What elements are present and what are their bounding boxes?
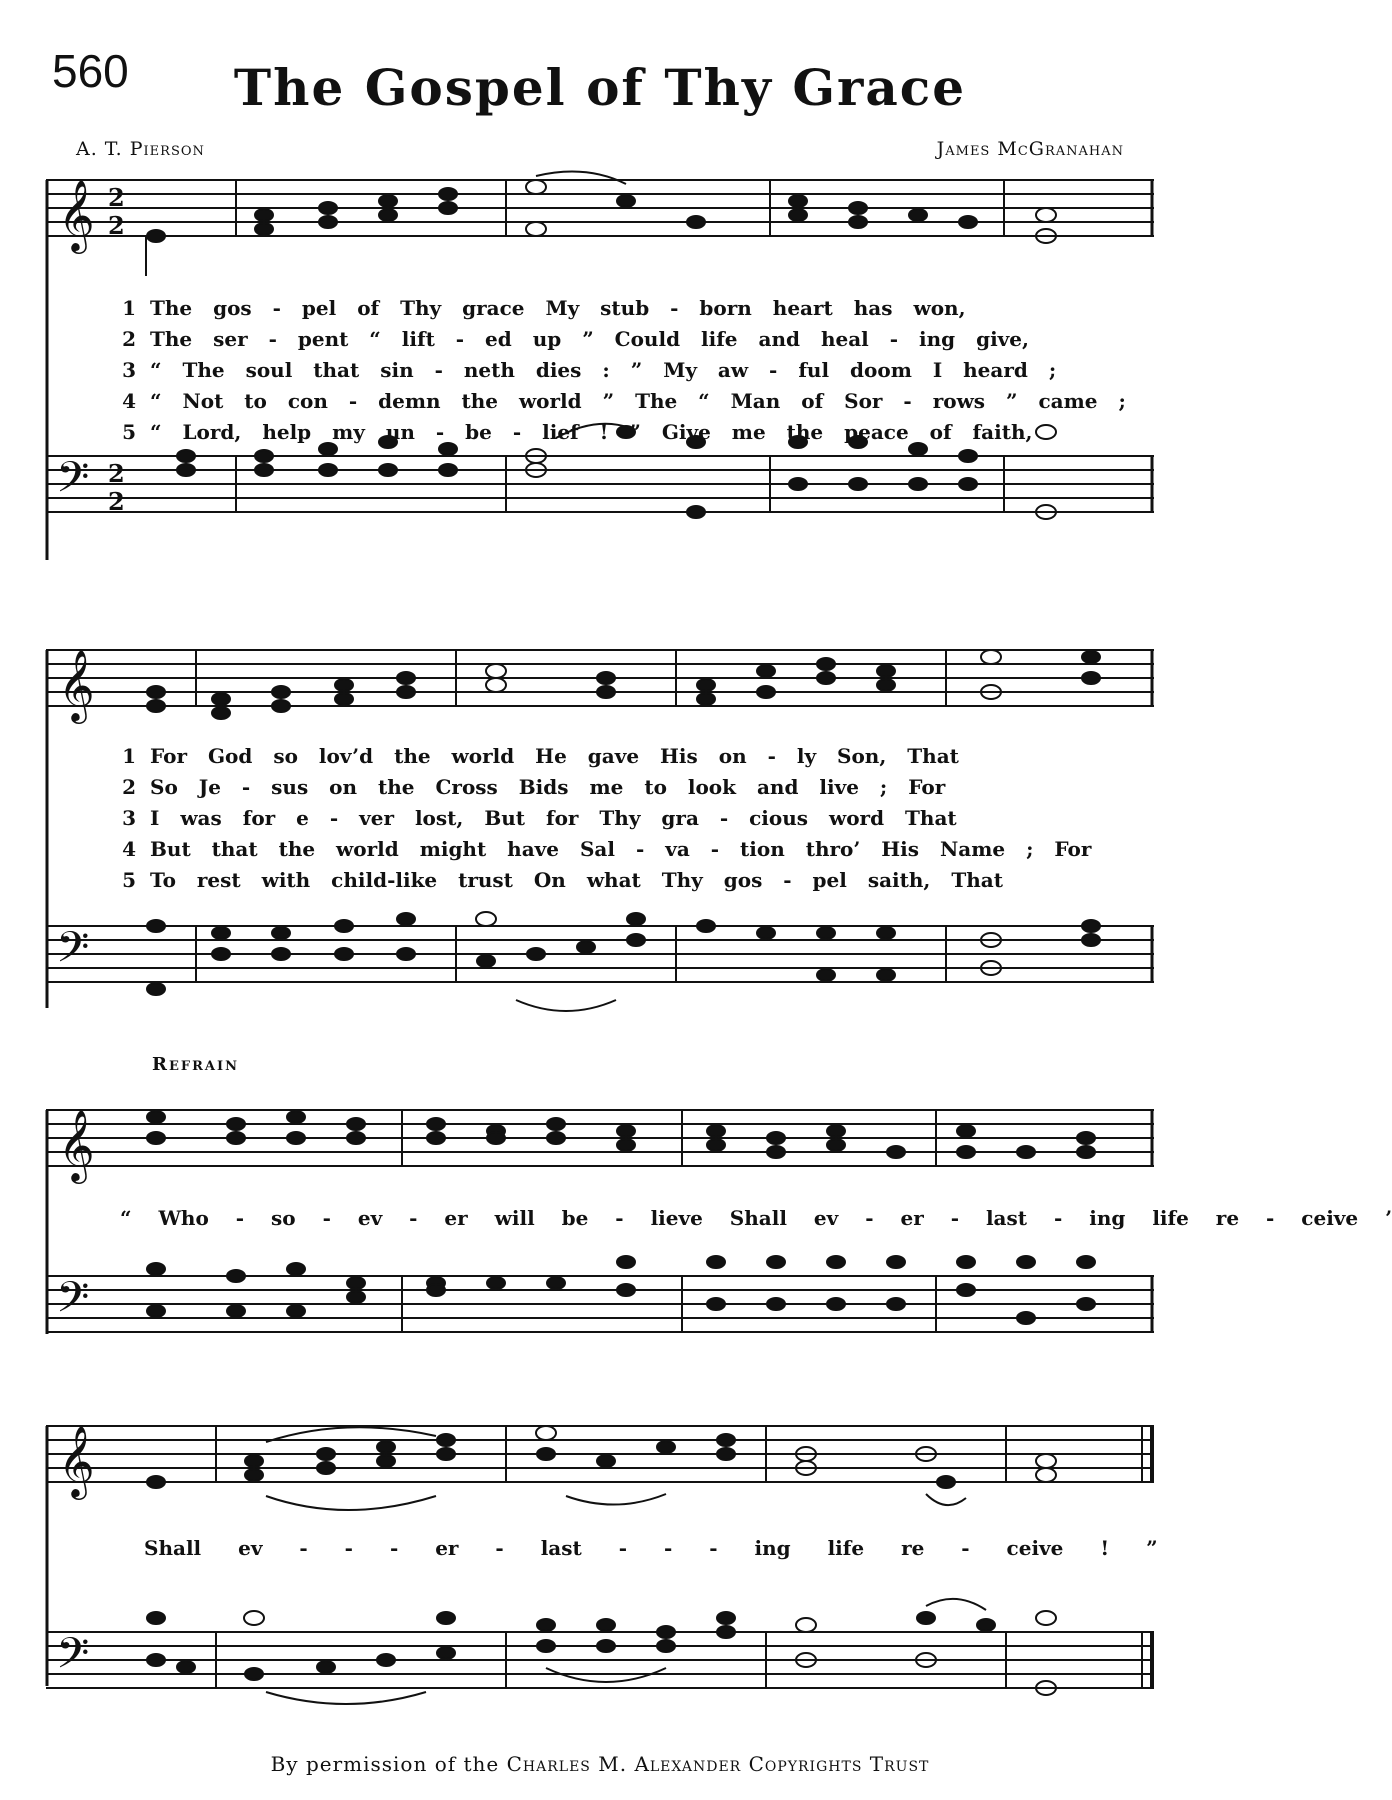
copyright-footer bbox=[0, 1752, 1200, 1776]
treble-notes-3 bbox=[147, 1111, 1095, 1158]
treble-clef-icon: 𝄞 bbox=[58, 648, 95, 721]
bass-clef-icon: 𝄢 bbox=[56, 453, 90, 513]
treble-notes-2 bbox=[147, 650, 1100, 719]
treble-notes-1 bbox=[146, 172, 1056, 277]
refrain-label: Refrain bbox=[152, 1054, 239, 1075]
hymn-number: 560 bbox=[52, 45, 129, 97]
music-system-3-staves bbox=[46, 1090, 1154, 1390]
footer-copyright-holder: Charles M. Alexander Copyrights Trust bbox=[506, 1752, 930, 1776]
footer-prefix: By permission of the bbox=[270, 1752, 500, 1776]
bass-time-signature-top: 2 bbox=[108, 459, 125, 488]
bass-clef-icon: 𝄢 bbox=[56, 1629, 90, 1689]
music-system-4 bbox=[46, 1396, 1158, 1726]
music-system-1: 𝄞 2 2 𝄢 2 2 1 The gos - pel of Thy grace My stub - born heart has won, 2 The ser - pent “ lift - ed up ” Could life and heal - ing give, 3 “ The soul that sin - neth dies : ” My aw - ful doom I heard ; 4 “ Not to con - demn the world ” The “ Man of Sor - rows ” came ; 5 “ Lord, help my un - be - lief ! ” Give me the peace of faith, bbox=[46, 170, 1154, 610]
author-credit: A. T. Pierson bbox=[76, 138, 205, 160]
bass-staff-3 bbox=[46, 1276, 1154, 1332]
music-system-3 bbox=[46, 1090, 1392, 1390]
time-signature-top: 2 bbox=[108, 183, 125, 212]
hymn-title: The Gospel of Thy Grace bbox=[233, 58, 967, 117]
treble-clef-icon: 𝄞 bbox=[58, 178, 95, 251]
bass-clef-icon: 𝄢 bbox=[56, 1273, 90, 1333]
music-system-2: 𝄞 𝄢 1 For God so lov’d the world He gave His on - ly Son, That 2 So Je - sus on the Cross Bids me to look and live ; For 3 I was for e - ver lost, But for Thy gra - cious word That 4 But that the world might have Sal - va - tion thro’ His Name ; For 5 To rest with child-like trust On what Thy gos - pel saith, That bbox=[46, 620, 1154, 1040]
bass-staff-1 bbox=[46, 456, 1154, 512]
bass-time-signature-bottom: 2 bbox=[108, 487, 125, 516]
treble-clef-icon: 𝄞 bbox=[58, 1108, 95, 1181]
refrain-lyric-line-2: Shall ev - - - er - last - - - ing life re - ceive ! ” bbox=[144, 1536, 1158, 1560]
bass-clef-icon: 𝄢 bbox=[56, 923, 90, 983]
time-signature-bottom: 2 bbox=[108, 211, 125, 240]
refrain-lyric-line-1: “ Who - so - ev - er will be - lieve Shall ev - er - last - ing life re - ceive ’ bbox=[120, 1206, 1392, 1230]
composer-credit: James McGranahan bbox=[936, 138, 1124, 160]
treble-clef-icon: 𝄞 bbox=[58, 1424, 95, 1497]
